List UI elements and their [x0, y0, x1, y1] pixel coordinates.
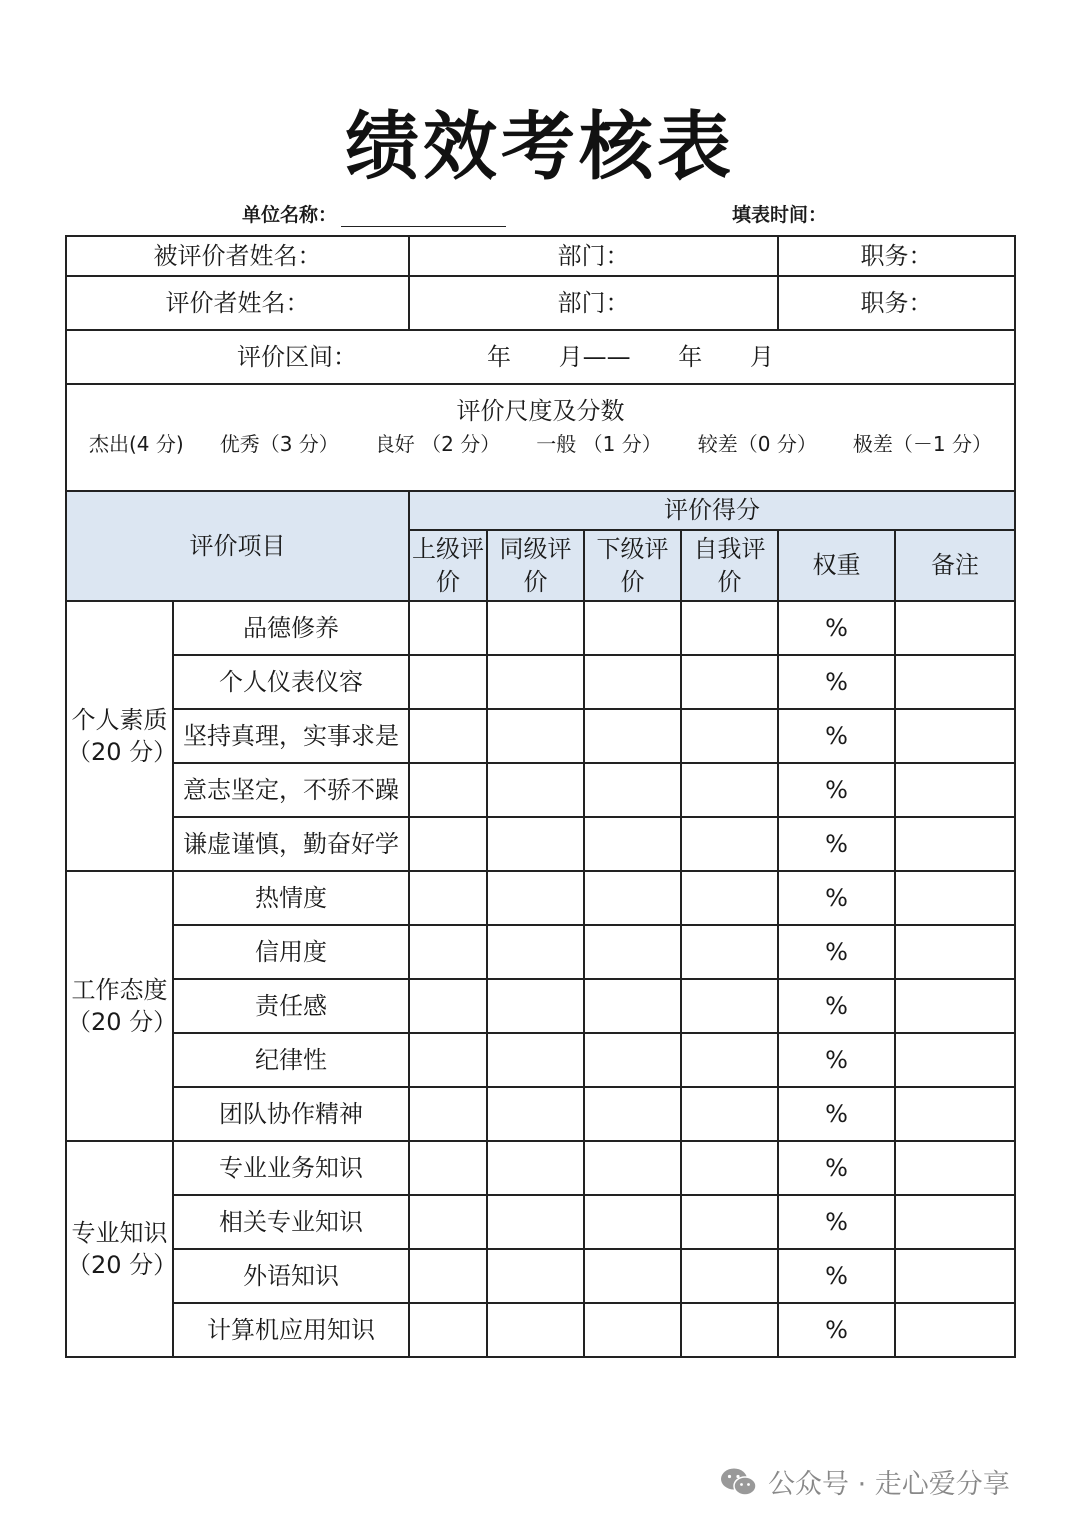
weight-cell[interactable]: % — [778, 601, 895, 655]
superior-score-cell[interactable] — [409, 871, 487, 925]
peer-score-cell[interactable] — [487, 1087, 584, 1141]
remarks-cell[interactable] — [895, 1087, 1015, 1141]
table-row — [66, 979, 1015, 1033]
evaluation-form-table — [65, 235, 1016, 1358]
subordinate-score-cell[interactable] — [584, 1141, 681, 1195]
unit-name-label: 单位名称： — [242, 204, 338, 226]
self-score-cell[interactable] — [681, 1141, 778, 1195]
weight-cell[interactable]: % — [778, 871, 895, 925]
evaluation-item: 信用度 — [173, 925, 409, 979]
table-row — [66, 655, 1015, 709]
superior-score-cell[interactable] — [409, 817, 487, 871]
weight-cell[interactable]: % — [778, 709, 895, 763]
peer-score-cell[interactable] — [487, 601, 584, 655]
table-row — [66, 871, 1015, 925]
form-title: 绩效考核表 — [345, 104, 735, 190]
subordinate-score-cell[interactable] — [584, 1087, 681, 1141]
header-subordinate-eval: 下级评价 — [584, 530, 681, 601]
superior-score-cell[interactable] — [409, 1141, 487, 1195]
category-professional-knowledge: 专业知识（20 分） — [66, 1141, 173, 1357]
subordinate-score-cell[interactable] — [584, 1249, 681, 1303]
remarks-cell[interactable] — [895, 979, 1015, 1033]
subordinate-score-cell[interactable] — [584, 871, 681, 925]
evaluatee-position-cell[interactable]: 职务： — [778, 236, 1015, 276]
weight-cell[interactable]: % — [778, 817, 895, 871]
evaluation-item: 责任感 — [173, 979, 409, 1033]
superior-score-cell[interactable] — [409, 655, 487, 709]
remarks-cell[interactable] — [895, 871, 1015, 925]
evaluation-item: 坚持真理，实事求是 — [173, 709, 409, 763]
self-score-cell[interactable] — [681, 979, 778, 1033]
evaluator-position-cell[interactable]: 职务： — [778, 276, 1015, 330]
self-score-cell[interactable] — [681, 763, 778, 817]
watermark — [720, 1462, 1010, 1501]
evaluation-period-cell[interactable] — [66, 330, 1015, 384]
weight-cell[interactable]: % — [778, 763, 895, 817]
rating-scale-title: 评价尺度及分数 — [456, 397, 625, 425]
wechat-icon — [720, 1467, 758, 1497]
category-personal-quality: 个人素质（20 分） — [66, 601, 173, 871]
peer-score-cell[interactable] — [487, 763, 584, 817]
self-score-cell[interactable] — [681, 925, 778, 979]
weight-cell[interactable]: % — [778, 925, 895, 979]
watermark-text: 公众号 · 走心爱分享 — [768, 1469, 1010, 1500]
evaluation-item: 外语知识 — [173, 1249, 409, 1303]
peer-score-cell[interactable] — [487, 655, 584, 709]
superior-score-cell[interactable] — [409, 601, 487, 655]
rating-scale-item: 一般 （1 分） — [536, 432, 662, 457]
table-row — [66, 709, 1015, 763]
unit-name-blank[interactable] — [341, 206, 506, 227]
header-evaluation-item: 评价项目 — [66, 491, 409, 601]
header-superior-eval: 上级评价 — [409, 530, 487, 601]
remarks-cell[interactable] — [895, 763, 1015, 817]
rating-scale-item: 优秀（3 分） — [219, 432, 339, 457]
weight-cell[interactable]: % — [778, 1087, 895, 1141]
superior-score-cell[interactable] — [409, 979, 487, 1033]
subordinate-score-cell[interactable] — [584, 763, 681, 817]
peer-score-cell[interactable] — [487, 979, 584, 1033]
rating-scale-item: 良好 （2 分） — [374, 432, 501, 457]
subordinate-score-cell[interactable] — [584, 817, 681, 871]
rating-scale-item: 较差（0 分） — [697, 432, 817, 457]
subordinate-score-cell[interactable] — [584, 1195, 681, 1249]
evaluation-item: 品德修养 — [173, 601, 409, 655]
evaluation-item: 计算机应用知识 — [173, 1303, 409, 1357]
table-row — [66, 1141, 1015, 1195]
weight-cell[interactable]: % — [778, 1141, 895, 1195]
evaluation-item: 纪律性 — [173, 1033, 409, 1087]
evaluator-dept-cell[interactable]: 部门： — [409, 276, 778, 330]
subordinate-score-cell[interactable] — [584, 1303, 681, 1357]
superior-score-cell[interactable] — [409, 1303, 487, 1357]
peer-score-cell[interactable] — [487, 817, 584, 871]
weight-cell[interactable]: % — [778, 1195, 895, 1249]
self-score-cell[interactable] — [681, 655, 778, 709]
self-score-cell[interactable] — [681, 601, 778, 655]
evaluation-item: 意志坚定，不骄不躁 — [173, 763, 409, 817]
peer-score-cell[interactable] — [487, 1303, 584, 1357]
weight-cell[interactable]: % — [778, 1303, 895, 1357]
peer-score-cell[interactable] — [487, 871, 584, 925]
superior-score-cell[interactable] — [409, 709, 487, 763]
header-weight: 权重 — [778, 530, 895, 601]
subordinate-score-cell[interactable] — [584, 925, 681, 979]
weight-cell[interactable]: % — [778, 1249, 895, 1303]
remarks-cell[interactable] — [895, 817, 1015, 871]
self-score-cell[interactable] — [681, 871, 778, 925]
weight-cell[interactable]: % — [778, 1033, 895, 1087]
table-row — [66, 1249, 1015, 1303]
self-score-cell[interactable] — [681, 1087, 778, 1141]
table-row — [66, 1195, 1015, 1249]
self-score-cell[interactable] — [681, 1033, 778, 1087]
peer-score-cell[interactable] — [487, 709, 584, 763]
peer-score-cell[interactable] — [487, 925, 584, 979]
header-score-group: 评价得分 — [409, 491, 1015, 530]
header-peer-eval: 同级评价 — [487, 530, 584, 601]
rating-scale-item: 极差（－1 分） — [852, 432, 992, 457]
table-row — [66, 925, 1015, 979]
superior-score-cell[interactable] — [409, 1087, 487, 1141]
remarks-cell[interactable] — [895, 1249, 1015, 1303]
unit-name-field — [242, 200, 506, 227]
evaluation-item: 专业业务知识 — [173, 1141, 409, 1195]
peer-score-cell[interactable] — [487, 1033, 584, 1087]
remarks-cell[interactable] — [895, 1141, 1015, 1195]
subordinate-score-cell[interactable] — [584, 601, 681, 655]
weight-cell[interactable]: % — [778, 979, 895, 1033]
evaluatee-dept-cell[interactable]: 部门： — [409, 236, 778, 276]
subordinate-score-cell[interactable] — [584, 979, 681, 1033]
rating-scale-cell — [66, 384, 1015, 491]
remarks-cell[interactable] — [895, 1195, 1015, 1249]
header-self-eval: 自我评价 — [681, 530, 778, 601]
superior-score-cell[interactable] — [409, 1195, 487, 1249]
table-row — [66, 601, 1015, 655]
remarks-cell[interactable] — [895, 655, 1015, 709]
evaluation-item: 热情度 — [173, 871, 409, 925]
table-row — [66, 1303, 1015, 1357]
evaluation-item: 团队协作精神 — [173, 1087, 409, 1141]
peer-score-cell[interactable] — [487, 1249, 584, 1303]
remarks-cell[interactable] — [895, 1033, 1015, 1087]
superior-score-cell[interactable] — [409, 1033, 487, 1087]
evaluator-name-cell[interactable]: 评价者姓名： — [66, 276, 409, 330]
self-score-cell[interactable] — [681, 817, 778, 871]
evaluation-item: 相关专业知识 — [173, 1195, 409, 1249]
table-row — [66, 1033, 1015, 1087]
subordinate-score-cell[interactable] — [584, 655, 681, 709]
superior-score-cell[interactable] — [409, 1249, 487, 1303]
evaluation-item: 谦虚谨慎，勤奋好学 — [173, 817, 409, 871]
evaluatee-name-cell[interactable]: 被评价者姓名： — [66, 236, 409, 276]
rating-scale-item: 杰出(4 分) — [89, 432, 184, 457]
superior-score-cell[interactable] — [409, 763, 487, 817]
weight-cell[interactable]: % — [778, 655, 895, 709]
peer-score-cell[interactable] — [487, 1195, 584, 1249]
remarks-cell[interactable] — [895, 601, 1015, 655]
table-row — [66, 817, 1015, 871]
subordinate-score-cell[interactable] — [584, 1033, 681, 1087]
subordinate-score-cell[interactable] — [584, 709, 681, 763]
rating-scale-list — [67, 427, 1014, 458]
table-row — [66, 763, 1015, 817]
self-score-cell[interactable] — [681, 1303, 778, 1357]
remarks-cell[interactable] — [895, 1303, 1015, 1357]
header-remarks: 备注 — [895, 530, 1015, 601]
self-score-cell[interactable] — [681, 1249, 778, 1303]
superior-score-cell[interactable] — [409, 925, 487, 979]
self-score-cell[interactable] — [681, 709, 778, 763]
table-row — [66, 1087, 1015, 1141]
remarks-cell[interactable] — [895, 925, 1015, 979]
fill-date-label: 填表时间： — [732, 204, 828, 226]
category-work-attitude: 工作态度（20 分） — [66, 871, 173, 1141]
evaluation-item: 个人仪表仪容 — [173, 655, 409, 709]
period-label: 评价区间： — [237, 342, 357, 371]
peer-score-cell[interactable] — [487, 1141, 584, 1195]
period-range: 年 月—— 年 月 — [487, 342, 774, 371]
remarks-cell[interactable] — [895, 709, 1015, 763]
self-score-cell[interactable] — [681, 1195, 778, 1249]
